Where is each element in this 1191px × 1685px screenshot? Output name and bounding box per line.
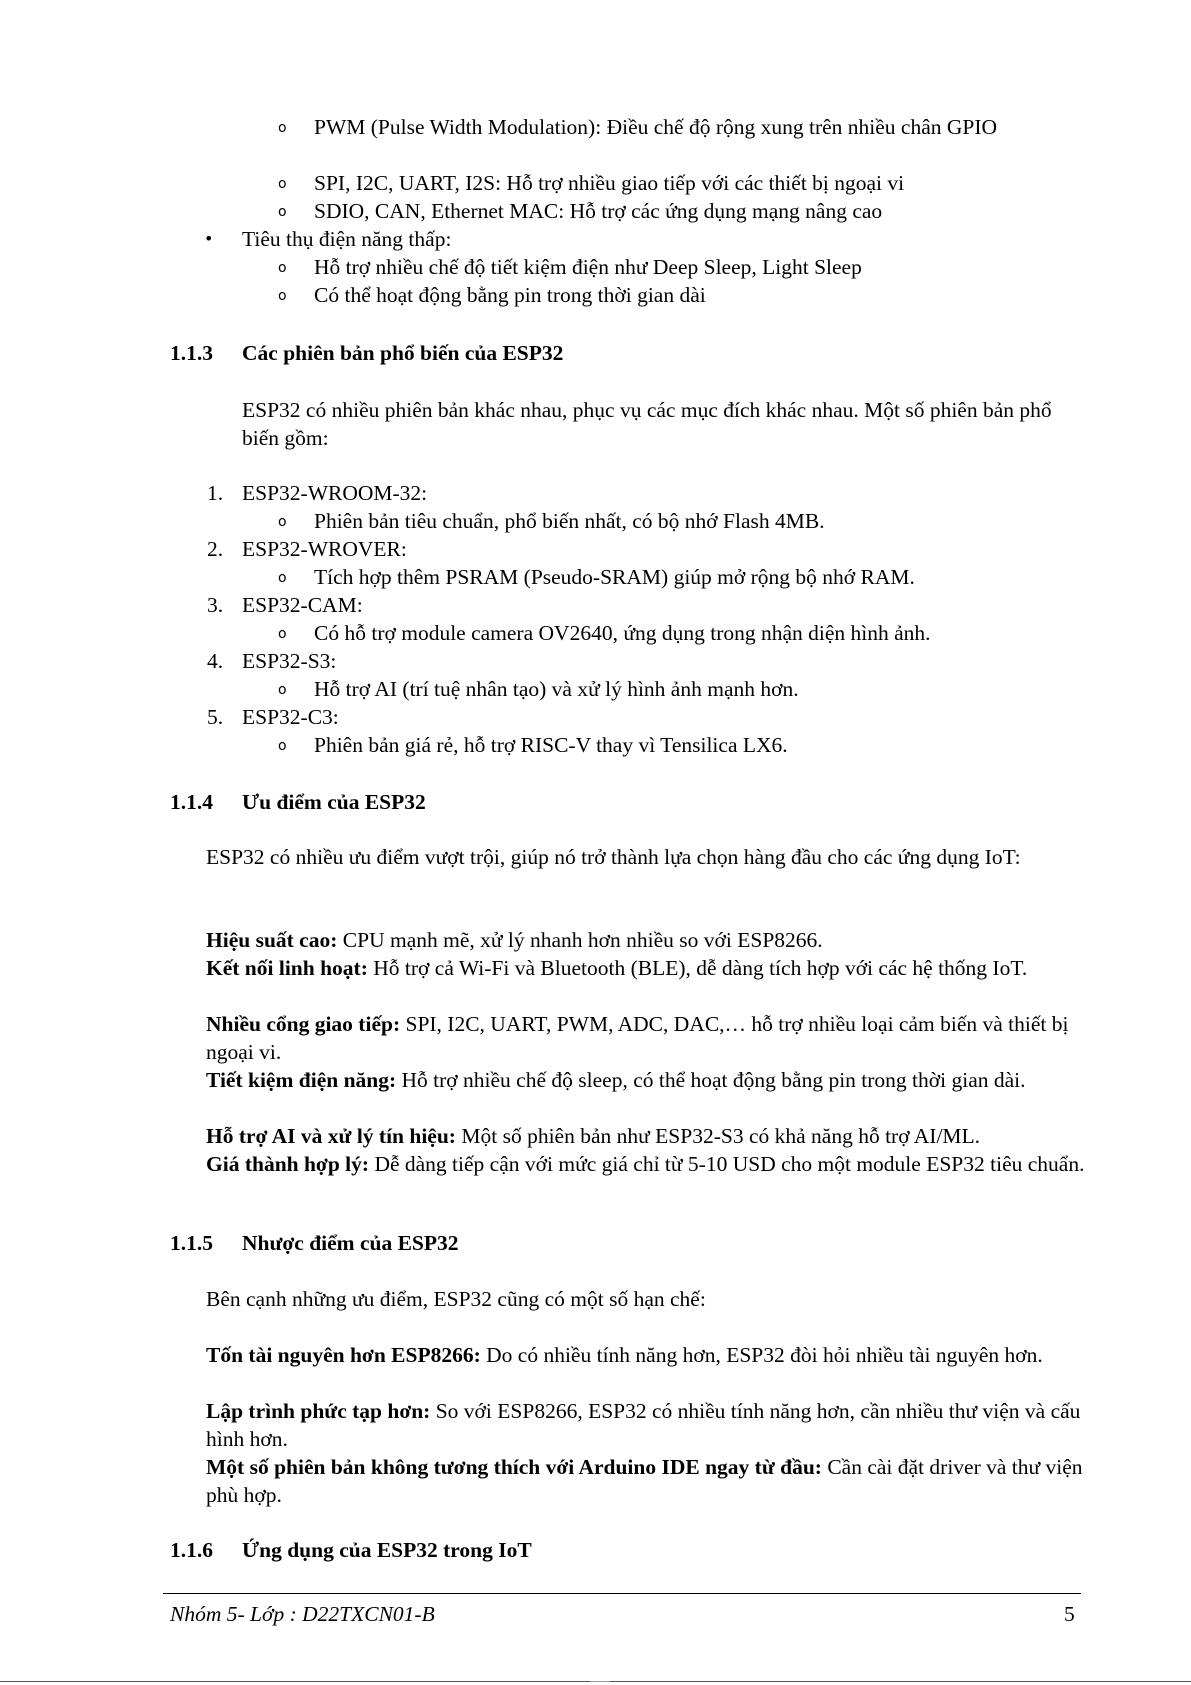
bullet-icon: • — [204, 229, 214, 248]
version-number: 4. — [207, 649, 224, 673]
version-number: 2. — [207, 537, 224, 561]
list-item: SDIO, CAN, Ethernet MAC: Hỗ trợ các ứng dụng mạng nâng cao — [314, 199, 883, 223]
section-number-116: 1.1.6 — [170, 1538, 213, 1562]
advantage-text: SPI, I2C, UART, PWM, ADC, DAC,… hỗ trợ nhiều loại cảm biến và thiết bị ngoại vi. — [206, 1012, 1069, 1064]
disadvantage-text: Do có nhiều tính năng hơn, ESP32 đòi hỏi nhiều tài nguyên hơn. — [480, 1343, 1043, 1367]
version-number: 3. — [207, 593, 224, 617]
section-title-116: Ứng dụng của ESP32 trong IoT — [242, 1538, 532, 1562]
advantage-text: Hỗ trợ cả Wi-Fi và Bluetooth (BLE), dễ dàng tích hợp với các hệ thống IoT. — [367, 956, 1028, 980]
advantage-item — [206, 926, 1086, 954]
section-number-113: 1.1.3 — [170, 341, 213, 365]
advantage-item — [206, 1122, 980, 1150]
version-desc: Phiên bản tiêu chuẩn, phổ biến nhất, có bộ nhớ Flash 4MB. — [314, 509, 825, 533]
disadvantage-label: Tốn tài nguyên hơn ESP8266: — [206, 1343, 481, 1367]
version-name: ESP32-S3: — [242, 649, 337, 673]
list-item: Hỗ trợ nhiều chế độ tiết kiệm điện như Deep Sleep, Light Sleep — [314, 255, 862, 279]
advantage-text: Dễ dàng tiếp cận với mức giá chỉ từ 5-10 USD cho một module ESP32 tiêu chuẩn. — [369, 1152, 1085, 1176]
list-item: Có thể hoạt động bằng pin trong thời gian dài — [314, 283, 706, 307]
section-intro-115: Bên cạnh những ưu điểm, ESP32 cũng có một số hạn chế: — [206, 1287, 706, 1311]
advantage-text: CPU mạnh mẽ, xử lý nhanh hơn nhiều so với ESP8266. — [337, 928, 823, 952]
advantage-label: Giá thành hợp lý: — [206, 1152, 370, 1176]
advantage-item — [206, 1150, 1086, 1178]
advantage-item — [206, 954, 1036, 982]
disadvantage-text: So với ESP8266, ESP32 có nhiều tính năng hơn, cần nhiều thư viện và cấu hình hơn. — [206, 1399, 1081, 1451]
advantage-label: Nhiều cổng giao tiếp: — [206, 1012, 401, 1036]
section-number-114: 1.1.4 — [170, 790, 213, 814]
disadvantage-label: Một số phiên bản không tương thích với Arduino IDE ngay từ đầu: — [206, 1455, 822, 1479]
list-item: SPI, I2C, UART, I2S: Hỗ trợ nhiều giao tiếp với các thiết bị ngoại vi — [314, 171, 905, 195]
advantage-text: Một số phiên bản như ESP32-S3 có khả năng hỗ trợ AI/ML. — [455, 1124, 981, 1148]
footer-group-class: Nhóm 5- Lớp : D22TXCN01-B — [170, 1602, 435, 1626]
disadvantage-item — [206, 1453, 1086, 1509]
circle-bullet-icon: o — [278, 570, 287, 586]
version-name: ESP32-CAM: — [242, 593, 363, 617]
section-intro-114: ESP32 có nhiều ưu điểm vượt trội, giúp nó trở thành lựa chọn hàng đầu cho các ứng dụng IoT: — [206, 845, 1021, 869]
circle-bullet-icon: o — [278, 260, 287, 276]
page-number: 5 — [1064, 1602, 1075, 1626]
section-number-115: 1.1.5 — [170, 1231, 213, 1255]
section-title-114: Ưu điểm của ESP32 — [242, 790, 426, 814]
advantage-label: Hiệu suất cao: — [206, 928, 338, 952]
disadvantage-text: Cần cài đặt driver và thư viện phù hợp. — [206, 1455, 1083, 1507]
version-desc: Tích hợp thêm PSRAM (Pseudo-SRAM) giúp mở rộng bộ nhớ RAM. — [314, 565, 915, 589]
power-label: Tiêu thụ điện năng thấp: — [242, 227, 452, 251]
advantage-label: Tiết kiệm điện năng: — [206, 1068, 397, 1092]
version-name: ESP32-WROOM-32: — [242, 481, 428, 505]
circle-bullet-icon: o — [278, 288, 287, 304]
disadvantage-label: Lập trình phức tạp hơn: — [206, 1399, 431, 1423]
circle-bullet-icon: o — [278, 120, 287, 136]
section-title-115: Nhược điểm của ESP32 — [242, 1231, 459, 1255]
circle-bullet-icon: o — [278, 514, 287, 530]
page-bottom-mark — [590, 1681, 610, 1682]
disadvantage-item — [206, 1397, 1086, 1453]
version-number: 5. — [207, 705, 224, 729]
circle-bullet-icon: o — [278, 176, 287, 192]
circle-bullet-icon: o — [278, 682, 287, 698]
circle-bullet-icon: o — [278, 626, 287, 642]
advantage-label: Kết nối linh hoạt: — [206, 956, 368, 980]
section-intro-113: ESP32 có nhiều phiên bản khác nhau, phục vụ các mục đích khác nhau. Một số phiên bản phổ biến gồm: — [242, 398, 1052, 450]
advantage-label: Hỗ trợ AI và xử lý tín hiệu: — [206, 1124, 456, 1148]
advantage-item — [206, 1066, 1056, 1094]
version-number: 1. — [207, 481, 224, 505]
version-desc: Phiên bản giá rẻ, hỗ trợ RISC-V thay vì Tensilica LX6. — [314, 733, 788, 757]
advantage-text: Hỗ trợ nhiều chế độ sleep, có thể hoạt động bằng pin trong thời gian dài. — [396, 1068, 1026, 1092]
circle-bullet-icon: o — [278, 204, 287, 220]
footer-rule — [163, 1593, 1081, 1594]
list-item: PWM (Pulse Width Modulation): Điều chế độ rộng xung trên nhiều chân GPIO — [314, 115, 998, 139]
circle-bullet-icon: o — [278, 738, 287, 754]
version-name: ESP32-C3: — [242, 705, 339, 729]
version-desc: Có hỗ trợ module camera OV2640, ứng dụng trong nhận diện hình ảnh. — [314, 621, 931, 645]
advantage-item — [206, 1010, 1086, 1066]
version-name: ESP32-WROVER: — [242, 537, 407, 561]
section-title-113: Các phiên bản phổ biến của ESP32 — [242, 341, 564, 365]
disadvantage-item — [206, 1341, 1056, 1369]
version-desc: Hỗ trợ AI (trí tuệ nhân tạo) và xử lý hình ảnh mạnh hơn. — [314, 677, 799, 701]
